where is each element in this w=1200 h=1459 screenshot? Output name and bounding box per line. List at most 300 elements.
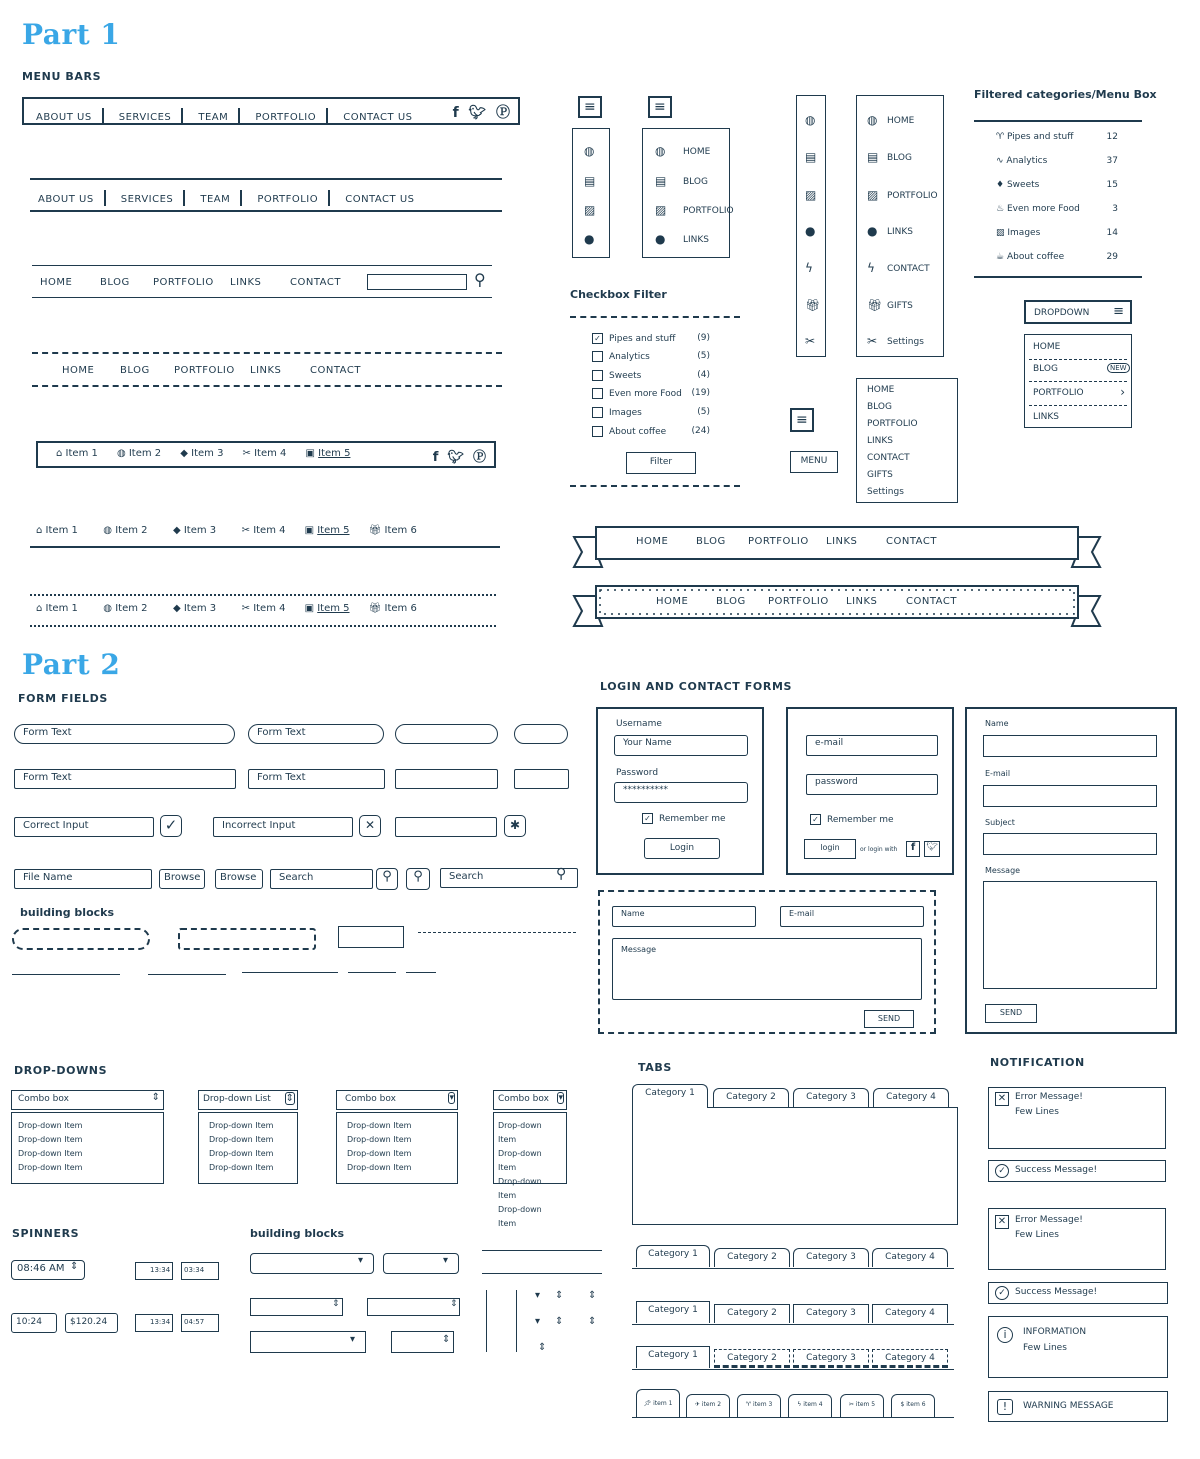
- vmenu-item-links[interactable]: LINKS: [887, 227, 914, 237]
- diamond-icon: ◆: [172, 603, 181, 614]
- menu-item-portfolio[interactable]: PORTFOLIO: [255, 112, 317, 123]
- combo-box-select[interactable]: Combo box: [493, 1090, 567, 1110]
- menu-item-services[interactable]: SERVICES: [120, 194, 174, 205]
- apple-icon: ●: [867, 224, 878, 238]
- new-badge: NEW: [1107, 363, 1130, 373]
- spinners-title: SPINNERS: [12, 1227, 80, 1240]
- candy-icon: ♦: [996, 180, 1005, 190]
- vmenu-item-blog[interactable]: BLOG: [887, 153, 912, 163]
- email-label: E-mail: [985, 769, 1011, 778]
- dropdown-button[interactable]: [1024, 300, 1132, 324]
- message-textarea[interactable]: [983, 881, 1157, 989]
- contact-form-inline: [598, 890, 936, 1034]
- menu-item-services[interactable]: SERVICES: [118, 112, 172, 123]
- login-button[interactable]: Login: [644, 838, 720, 859]
- username-label: Username: [616, 719, 662, 729]
- briefcase-icon: ▣: [304, 603, 315, 614]
- success-notification-callout: [988, 1282, 1168, 1304]
- vmenu-item-contact[interactable]: CONTACT: [887, 264, 930, 274]
- dropdowns-title: DROP-DOWNS: [14, 1064, 108, 1077]
- dropdown-list-select[interactable]: Drop-down List: [198, 1090, 298, 1110]
- checkbox[interactable]: [592, 426, 603, 437]
- pipe-icon: ♈: [745, 1401, 752, 1408]
- menu-item-contact[interactable]: CONTACT: [290, 277, 341, 288]
- notification-title: NOTIFICATION: [990, 1056, 1085, 1069]
- building-blocks-title: building blocks: [20, 906, 115, 919]
- checkbox[interactable]: [592, 370, 603, 381]
- warning-icon: !: [997, 1399, 1013, 1415]
- home-icon: ⌂: [56, 448, 63, 459]
- menu-item-2[interactable]: Item 2: [128, 448, 162, 459]
- globe-icon: ◍: [103, 603, 113, 614]
- count-badge: 12: [1106, 132, 1118, 142]
- text-field[interactable]: Form Text: [248, 724, 384, 744]
- menu-item-contact[interactable]: CONTACT US: [345, 194, 415, 205]
- image-icon[interactable]: ▨: [805, 188, 817, 202]
- menu-item-portfolio[interactable]: PORTFOLIO: [153, 277, 214, 288]
- image-icon: ▨: [996, 228, 1005, 238]
- tab-item-4[interactable]: [788, 1394, 832, 1417]
- vmenu-item-gifts[interactable]: GIFTS: [867, 470, 893, 480]
- gift-icon: 🎁︎: [368, 525, 382, 536]
- pinterest-icon[interactable]: Ⓟ: [472, 450, 486, 465]
- message-label: Message: [985, 866, 1021, 875]
- vmenu-list: [856, 378, 958, 503]
- menu-item-about[interactable]: ABOUT US: [36, 112, 92, 123]
- chevron-down-icon: ▾: [358, 1255, 364, 1266]
- tabs-title: TABS: [638, 1061, 672, 1074]
- vmenu-tall: [856, 95, 944, 357]
- dropdown-option[interactable]: Drop-down Item: [18, 1135, 83, 1144]
- search-icon[interactable]: ⚲: [406, 868, 430, 890]
- count-badge: 3: [1112, 204, 1118, 214]
- text-field-empty[interactable]: [395, 769, 498, 789]
- vmenu-item-gifts[interactable]: GIFTS: [887, 301, 913, 311]
- menu-item-team[interactable]: TEAM: [198, 112, 229, 123]
- ribbon-item-links[interactable]: LINKS: [846, 596, 878, 607]
- text-field-empty[interactable]: [395, 724, 498, 744]
- menu-item-4[interactable]: Item 4: [253, 603, 286, 614]
- menu-item-home[interactable]: HOME: [62, 365, 95, 376]
- block-shape: [12, 928, 150, 950]
- menu-item-1[interactable]: Item 1: [45, 525, 78, 536]
- dropdown-label: DROPDOWN: [1034, 308, 1090, 318]
- menu-item-2[interactable]: Item 2: [115, 603, 148, 614]
- hamburger-button[interactable]: [790, 408, 814, 432]
- spinner-arrows-icon[interactable]: ⇕: [555, 1290, 564, 1301]
- vmenu-item-settings[interactable]: Settings: [867, 487, 904, 497]
- globe-icon: ◍: [867, 113, 878, 127]
- part1-title: Part 1: [22, 18, 121, 51]
- checkbox-label: Pipes and stuff: [609, 334, 676, 344]
- spinner-arrows-icon[interactable]: ⇕: [588, 1290, 597, 1301]
- block-shape: [338, 926, 404, 948]
- dropdown-item-links[interactable]: LINKS: [1033, 412, 1060, 422]
- search-icon[interactable]: ⚲: [376, 868, 398, 890]
- tab-category-1[interactable]: Category 1: [636, 1301, 710, 1323]
- menu-item-6[interactable]: Item 6: [384, 525, 417, 536]
- money-icon: $: [900, 1401, 905, 1408]
- spinner-arrows-icon: ⇕: [450, 1299, 458, 1309]
- dropdown-option[interactable]: Drop-down Item: [498, 1177, 542, 1200]
- error-x-icon[interactable]: ✕: [995, 1215, 1009, 1229]
- message-textarea[interactable]: Message: [612, 938, 922, 1000]
- filter-button[interactable]: Filter: [626, 452, 696, 474]
- vmenu-item-links[interactable]: LINKS: [683, 235, 710, 245]
- tools-icon: ✂: [241, 603, 250, 614]
- username-input[interactable]: Your Name: [614, 735, 748, 756]
- select-block[interactable]: [250, 1253, 374, 1274]
- plane-icon: ✈: [694, 1401, 700, 1408]
- error-x-icon: ✕: [359, 815, 381, 837]
- vmenu-item-portfolio[interactable]: PORTFOLIO: [887, 191, 938, 201]
- dropdown-item-blog[interactable]: BLOG: [1033, 364, 1058, 374]
- time-spinner[interactable]: 08:46 AM: [11, 1260, 85, 1280]
- chevron-right-icon: ›: [1120, 385, 1125, 399]
- tab-item-5[interactable]: [840, 1394, 884, 1417]
- checkbox-count: (9): [697, 333, 710, 343]
- search-input[interactable]: [367, 274, 467, 290]
- globe-icon[interactable]: ◍: [584, 144, 595, 158]
- menu-item-2[interactable]: Item 2: [115, 525, 148, 536]
- vmenu-small: [642, 128, 734, 258]
- vmenu-item-blog[interactable]: BLOG: [867, 402, 892, 412]
- ribbon-item-portfolio[interactable]: PORTFOLIO: [748, 536, 809, 547]
- checkbox-checked[interactable]: ✓: [592, 333, 603, 344]
- info-icon: i: [997, 1327, 1013, 1343]
- checkbox-label: Images: [609, 408, 642, 418]
- name-input[interactable]: Name: [612, 906, 756, 927]
- menu-item-team[interactable]: TEAM: [200, 194, 231, 205]
- menu-item-4[interactable]: Item 4: [254, 448, 287, 459]
- password-input[interactable]: password: [806, 774, 938, 795]
- filtered-item[interactable]: Even more Food: [1006, 204, 1080, 214]
- menu-item-blog[interactable]: BLOG: [120, 365, 150, 376]
- tab-label: item 4: [803, 1401, 823, 1408]
- twitter-icon[interactable]: 🐦︎: [468, 105, 487, 121]
- menu-item-about[interactable]: ABOUT US: [38, 194, 94, 205]
- apple-icon[interactable]: ●: [805, 224, 816, 238]
- tab-label: item 5: [855, 1401, 876, 1408]
- tab-category-3[interactable]: Category 3: [793, 1304, 869, 1323]
- facebook-icon[interactable]: f: [906, 841, 920, 857]
- tab-item-1[interactable]: [636, 1389, 680, 1417]
- spinner-arrows-icon[interactable]: ⇕: [555, 1316, 564, 1327]
- menu-item-5[interactable]: Item 5: [318, 448, 351, 459]
- checkbox-count: (5): [697, 351, 710, 361]
- food-icon: ♨: [996, 204, 1005, 214]
- dropdown-option[interactable]: Drop-down Item: [347, 1163, 412, 1172]
- send-button[interactable]: SEND: [985, 1004, 1037, 1023]
- tab-category-4[interactable]: Category 4: [872, 1304, 948, 1323]
- tab-label: item 2: [701, 1401, 722, 1408]
- menu-item-portfolio[interactable]: PORTFOLIO: [174, 365, 235, 376]
- spinner-small[interactable]: 03:34: [181, 1262, 219, 1280]
- dropdown-option[interactable]: Drop-down Item: [347, 1149, 412, 1158]
- menu-item-links[interactable]: LINKS: [230, 277, 262, 288]
- menu-item-1[interactable]: Item 1: [45, 603, 78, 614]
- menu-item-1[interactable]: Item 1: [65, 448, 98, 459]
- chevron-down-icon[interactable]: ▾: [535, 1316, 541, 1327]
- checkbox-label: Sweets: [609, 371, 642, 381]
- select-block[interactable]: [250, 1331, 366, 1353]
- chevron-down-icon: ▾: [443, 1255, 449, 1266]
- image-icon[interactable]: ▨: [584, 203, 596, 217]
- spinner-arrows-icon[interactable]: ⇕: [538, 1342, 547, 1353]
- chevron-down-icon: ▾: [350, 1334, 356, 1345]
- text-field[interactable]: Form Text: [14, 769, 236, 789]
- password-input[interactable]: **********: [614, 782, 748, 803]
- info-title: INFORMATION: [1023, 1327, 1087, 1337]
- text-field[interactable]: Form Text: [248, 769, 385, 789]
- tab-category-3[interactable]: Category 3: [793, 1248, 869, 1267]
- vmenu-item-home[interactable]: HOME: [683, 147, 711, 157]
- icon-menu-small: [572, 128, 610, 258]
- tab-panel: [632, 1107, 958, 1225]
- filtered-item[interactable]: Pipes and stuff: [1006, 132, 1074, 142]
- apple-icon: ●: [655, 232, 666, 246]
- count-badge: 15: [1106, 180, 1118, 190]
- dropdown-option[interactable]: Drop-down Item: [347, 1121, 412, 1130]
- menu-icon: ≡: [654, 99, 666, 115]
- error-message: Error Message!: [1015, 1215, 1083, 1225]
- tab-category-4[interactable]: Category 4: [873, 1088, 949, 1108]
- error-detail: Few Lines: [1015, 1230, 1059, 1240]
- menu-item-5[interactable]: Item 5: [317, 525, 350, 536]
- hamburger-button[interactable]: [648, 96, 672, 118]
- spinner-arrows-icon[interactable]: ⇕: [588, 1316, 597, 1327]
- hamburger-button[interactable]: [578, 96, 602, 118]
- login-button[interactable]: login: [804, 839, 856, 859]
- filtered-title: Filtered categories/Menu Box: [974, 88, 1157, 101]
- settings-icon[interactable]: ✂: [805, 334, 816, 348]
- facebook-icon[interactable]: f: [432, 450, 439, 465]
- globe-icon[interactable]: ◍: [805, 113, 816, 127]
- spinner-arrows-icon[interactable]: ⇕: [70, 1261, 79, 1272]
- spinner-block[interactable]: [367, 1298, 460, 1316]
- dropdown-option[interactable]: Drop-down Item: [209, 1163, 274, 1172]
- number-spinner[interactable]: 10:24: [11, 1313, 57, 1333]
- chevron-down-icon: ▾: [558, 1093, 563, 1103]
- ribbon-item-portfolio[interactable]: PORTFOLIO: [768, 596, 829, 607]
- gift-icon: 🎁︎: [867, 298, 883, 312]
- file-name-field[interactable]: File Name: [14, 869, 152, 889]
- search-field[interactable]: Search: [270, 869, 373, 889]
- checkbox-label: Even more Food: [609, 389, 682, 399]
- dropdown-option[interactable]: Drop-down Item: [347, 1135, 412, 1144]
- tab-category-2[interactable]: Category 2: [713, 1088, 789, 1108]
- checkbox[interactable]: [592, 388, 603, 399]
- menu-item-5[interactable]: Item 5: [317, 603, 350, 614]
- tab-item-6[interactable]: [891, 1394, 935, 1417]
- success-message: Success Message!: [1015, 1287, 1098, 1297]
- ribbon-item-home[interactable]: HOME: [636, 536, 669, 547]
- remember-label: Remember me: [659, 814, 726, 824]
- globe-icon: ◍: [116, 448, 126, 459]
- browse-button[interactable]: Browse: [159, 869, 205, 889]
- checkbox-count: (4): [697, 370, 710, 380]
- checkbox-count: (24): [691, 426, 710, 436]
- tab-category-4[interactable]: Category 4: [872, 1248, 948, 1267]
- combo-box-select[interactable]: Combo box: [336, 1090, 458, 1110]
- gift-icon[interactable]: 🎁︎: [805, 298, 821, 312]
- checkbox[interactable]: [592, 407, 603, 418]
- dropdown-option[interactable]: Drop-down Item: [209, 1135, 274, 1144]
- coffee-icon: ☕︎: [996, 252, 1005, 262]
- currency-spinner[interactable]: $120.24: [65, 1313, 118, 1333]
- tools-icon: ✂: [848, 1401, 854, 1408]
- dropdown-option[interactable]: Drop-down Item: [209, 1121, 274, 1130]
- login-forms-title: LOGIN AND CONTACT FORMS: [600, 680, 793, 693]
- search-icon[interactable]: ⚲: [556, 866, 567, 882]
- book-icon: ▤: [867, 150, 879, 164]
- spinner-small[interactable]: 04:57: [181, 1314, 219, 1332]
- ribbon-item-blog[interactable]: BLOG: [696, 536, 726, 547]
- menu-icon: ≡: [796, 412, 808, 428]
- filtered-item[interactable]: About coffee: [1006, 252, 1065, 262]
- spinner-small[interactable]: 13:34: [135, 1314, 173, 1332]
- browse-button-hover[interactable]: Browse: [215, 869, 263, 889]
- menu-item-3[interactable]: Item 3: [183, 603, 217, 614]
- menu-bar-6: [36, 525, 417, 536]
- checkmark-icon: ✓: [160, 815, 182, 837]
- menu-bar-7: [36, 603, 417, 614]
- dropdown-option[interactable]: Drop-down Item: [209, 1149, 274, 1158]
- spinner-block[interactable]: [250, 1298, 343, 1316]
- dropdown-option[interactable]: Drop-down Item: [498, 1149, 542, 1172]
- tab-category-1[interactable]: Category 1: [632, 1084, 708, 1108]
- ribbon-item-contact[interactable]: CONTACT: [886, 536, 937, 547]
- dropdown-item-home[interactable]: HOME: [1033, 342, 1061, 352]
- book-icon[interactable]: ▤: [584, 174, 596, 188]
- email-input[interactable]: [983, 785, 1157, 807]
- ribbon-item-blog[interactable]: BLOG: [716, 596, 746, 607]
- tab-category-2[interactable]: Category 2: [714, 1248, 790, 1267]
- menu-item-4[interactable]: Item 4: [253, 525, 286, 536]
- info-detail: Few Lines: [1023, 1343, 1067, 1353]
- diamond-icon: ◆: [172, 525, 181, 536]
- pinterest-icon[interactable]: Ⓟ: [496, 105, 510, 121]
- filtered-item[interactable]: Sweets: [1006, 180, 1040, 190]
- remember-checkbox[interactable]: ✓: [642, 813, 653, 824]
- menu-item-contact[interactable]: CONTACT US: [343, 112, 413, 123]
- tab-category-4[interactable]: Category 4: [872, 1349, 948, 1368]
- name-input[interactable]: [983, 735, 1157, 757]
- ribbon-menu-1: [572, 525, 1102, 570]
- menu-item-portfolio[interactable]: PORTFOLIO: [257, 194, 319, 205]
- book-icon[interactable]: ▤: [805, 150, 817, 164]
- twitter-icon[interactable]: 🐦︎: [924, 841, 940, 857]
- vmenu-item-settings[interactable]: Settings: [887, 337, 924, 347]
- lightning-icon[interactable]: ϟ: [805, 261, 813, 275]
- tab-label: item 3: [753, 1401, 773, 1408]
- ribbon-item-contact[interactable]: CONTACT: [906, 596, 957, 607]
- tab-label: item 1: [653, 1400, 673, 1407]
- pipe-icon: ♈: [996, 132, 1005, 142]
- tab-item-3[interactable]: [737, 1394, 781, 1417]
- vmenu-item-home[interactable]: HOME: [867, 385, 895, 395]
- filtered-item[interactable]: Analytics: [1006, 156, 1048, 166]
- menu-button[interactable]: MENU: [790, 451, 838, 473]
- email-input[interactable]: e-mail: [806, 735, 938, 756]
- menu-bar-2: [38, 187, 415, 206]
- twitter-icon[interactable]: 🐦︎: [447, 450, 464, 465]
- required-input[interactable]: [395, 817, 497, 837]
- menu-item-3[interactable]: Item 3: [191, 448, 224, 459]
- up-down-arrows-icon: ⇕: [285, 1093, 294, 1104]
- dropdown-option[interactable]: Drop-down Item: [498, 1121, 542, 1144]
- dropdown-option[interactable]: Drop-down Item: [18, 1121, 83, 1130]
- checkbox[interactable]: [592, 351, 603, 362]
- apple-icon[interactable]: ●: [584, 232, 595, 246]
- remember-checkbox[interactable]: ✓: [810, 814, 821, 825]
- text-field-empty[interactable]: [514, 769, 569, 789]
- correct-input[interactable]: Correct Input: [14, 817, 154, 837]
- menu-item-blog[interactable]: BLOG: [100, 277, 130, 288]
- send-button[interactable]: SEND: [864, 1010, 914, 1028]
- menu-item-links[interactable]: LINKS: [250, 365, 282, 376]
- home-icon: ⌂: [36, 525, 43, 536]
- menu-item-home[interactable]: HOME: [40, 277, 73, 288]
- checkbox-count: (5): [697, 407, 710, 417]
- tab-category-2[interactable]: Category 2: [714, 1304, 790, 1323]
- asterisk-icon: ✱: [504, 815, 526, 837]
- tab-category-2[interactable]: Category 2: [714, 1349, 790, 1368]
- ribbon-item-home[interactable]: HOME: [656, 596, 689, 607]
- dropdown-option[interactable]: Drop-down Item: [18, 1149, 83, 1158]
- incorrect-input[interactable]: Incorrect Input: [213, 817, 353, 837]
- search-icon[interactable]: ⚲: [474, 270, 486, 289]
- book-icon: ▤: [655, 174, 667, 188]
- tab-category-3[interactable]: Category 3: [793, 1349, 869, 1368]
- facebook-icon[interactable]: f: [452, 105, 459, 121]
- combo-box-select[interactable]: Combo box: [11, 1090, 164, 1110]
- search-field[interactable]: Search: [440, 868, 578, 888]
- vmenu-item-contact[interactable]: CONTACT: [867, 453, 910, 463]
- vmenu-item-portfolio[interactable]: PORTFOLIO: [867, 419, 918, 429]
- spinner-arrows-icon: ⇕: [332, 1299, 340, 1309]
- vmenu-item-portfolio[interactable]: PORTFOLIO: [683, 206, 734, 216]
- tab-category-3[interactable]: Category 3: [793, 1088, 869, 1108]
- text-field-empty[interactable]: [514, 724, 568, 744]
- dropdown-options: [336, 1112, 458, 1184]
- dropdown-option[interactable]: Drop-down Item: [18, 1163, 83, 1172]
- checkbox-filter-title: Checkbox Filter: [570, 288, 667, 301]
- filtered-item[interactable]: Images: [1007, 228, 1041, 238]
- lightning-icon: ϟ: [797, 1401, 802, 1408]
- email-input[interactable]: E-mail: [780, 906, 924, 927]
- tab-item-2[interactable]: [686, 1394, 730, 1417]
- subject-input[interactable]: [983, 833, 1157, 855]
- text-field[interactable]: Form Text: [14, 724, 235, 744]
- spinner-small[interactable]: 13:34: [135, 1262, 173, 1280]
- dropdown-options: [11, 1112, 164, 1184]
- chevron-down-icon[interactable]: ▾: [535, 1290, 541, 1301]
- dropdown-option[interactable]: Drop-down Item: [498, 1205, 542, 1228]
- vmenu-item-links[interactable]: LINKS: [867, 436, 894, 446]
- error-x-icon[interactable]: ✕: [995, 1092, 1009, 1106]
- tab-category-1[interactable]: Category 1: [636, 1245, 710, 1267]
- menu-item-6[interactable]: Item 6: [384, 603, 417, 614]
- menu-item-3[interactable]: Item 3: [183, 525, 217, 536]
- vmenu-item-blog[interactable]: BLOG: [683, 177, 708, 187]
- dropdown-item-portfolio[interactable]: PORTFOLIO: [1033, 388, 1084, 398]
- menu-item-contact[interactable]: CONTACT: [310, 365, 361, 376]
- vmenu-item-home[interactable]: HOME: [887, 116, 915, 126]
- checkbox-label: About coffee: [609, 427, 667, 437]
- tab-category-1[interactable]: Category 1: [636, 1346, 710, 1368]
- ribbon-item-links[interactable]: LINKS: [826, 536, 858, 547]
